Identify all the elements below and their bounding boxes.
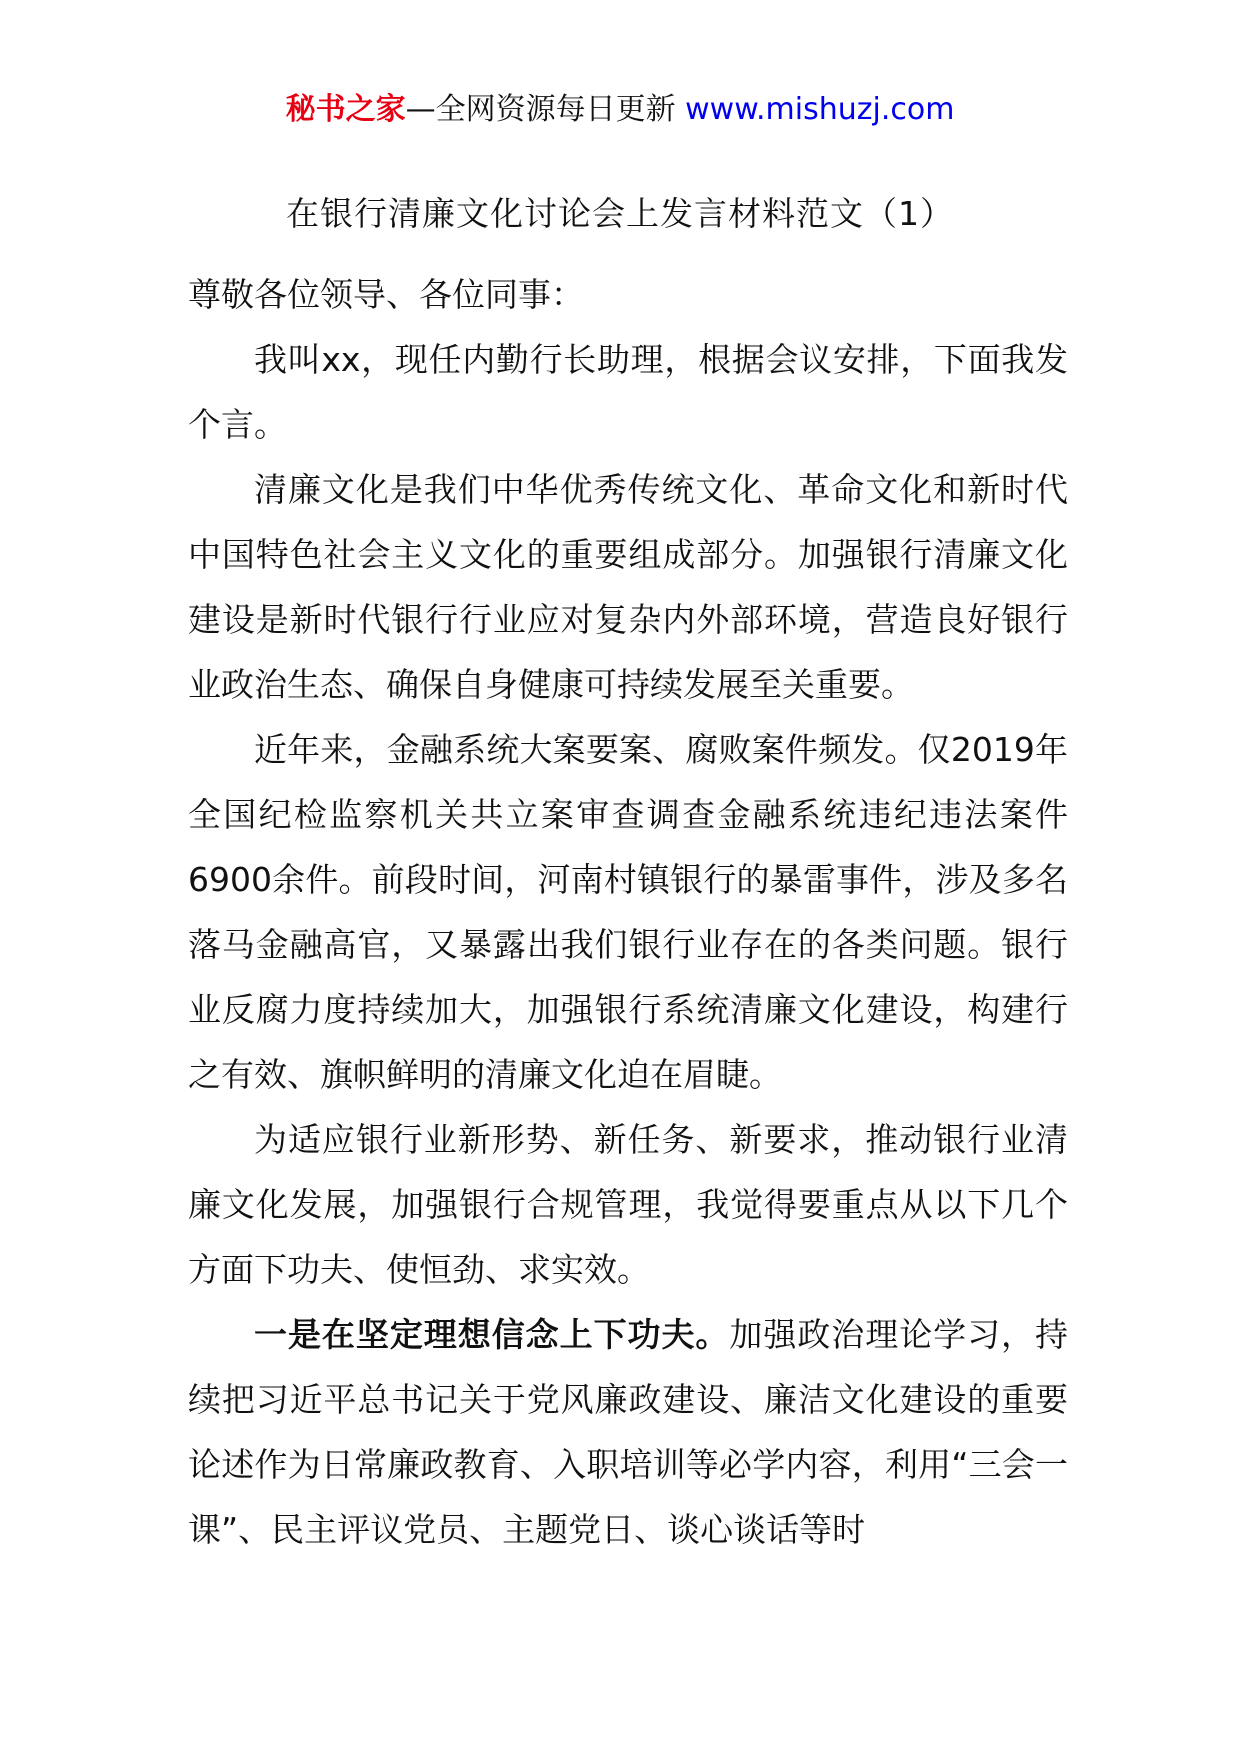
paragraph-intro: 我叫xx，现任内勤行长助理，根据会议安排，下面我发个言。 bbox=[188, 340, 1068, 444]
document-title: 在银行清廉文化讨论会上发言材料范文（1） bbox=[286, 194, 954, 233]
greeting: 尊敬各位领导、各位同事： bbox=[188, 275, 584, 314]
section-one-text: 加强政治理论学习，持续把习近平总书记关于党风廉政建设、廉洁文化建设的重要论述作为日常廉政教育、入职培训等必学内容，利用“三会一课”、民主评议党员、主题党日、谈心谈话等时 bbox=[188, 1315, 1069, 1549]
section-one-heading: 一是在坚定理想信念上下功夫。 bbox=[254, 1315, 730, 1354]
header-slogan: —全网资源每日更新 bbox=[405, 92, 686, 127]
document-body bbox=[188, 262, 1068, 1562]
paragraph-clean-culture: 清廉文化是我们中华优秀传统文化、革命文化和新时代中国特色社会主义文化的重要组成部分。加强银行清廉文化建设是新时代银行行业应对复杂内外部环境，营造良好银行业政治生态、确保自身健康可持续发展至关重要。 bbox=[188, 470, 1068, 704]
paragraph-section-one bbox=[188, 1302, 1068, 1562]
paragraph-recent-cases: 近年来，金融系统大案要案、腐败案件频发。仅2019年全国纪检监察机关共立案审查调查金融系统违纪违法案件6900余件。前段时间，河南村镇银行的暴雷事件，涉及多名落马金融高官，又暴露出我们银行业存在的各类问题。银行业反腐力度持续加大，加强银行系统清廉文化建设，构建行之有效、旗帜鲜明的清廉文化迫在眉睫。 bbox=[188, 730, 1068, 1094]
site-url-link[interactable]: www.mishuzj.com bbox=[685, 92, 955, 127]
brand-name: 秘书之家 bbox=[285, 92, 406, 127]
site-header bbox=[0, 88, 1240, 132]
paragraph-approach: 为适应银行业新形势、新任务、新要求，推动银行业清廉文化发展，加强银行合规管理，我觉得要重点从以下几个方面下功夫、使恒劲、求实效。 bbox=[188, 1120, 1068, 1289]
